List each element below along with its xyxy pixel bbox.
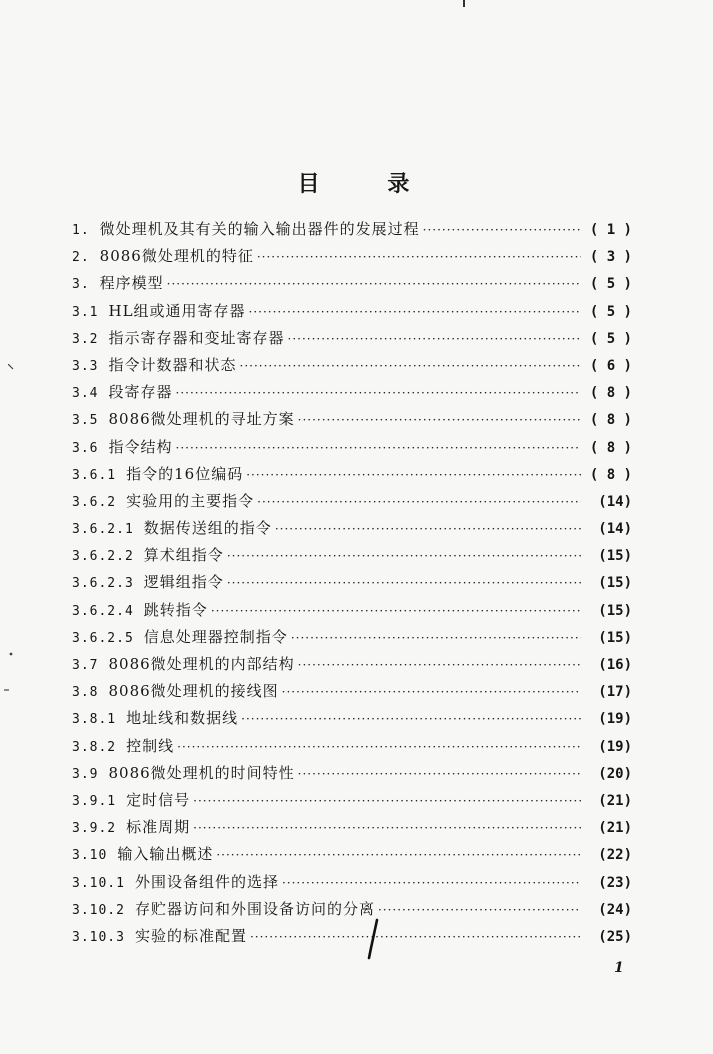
toc-entry <box>72 762 632 789</box>
toc-entry-page: ( 5 ) <box>589 330 632 347</box>
toc-leader-dots <box>176 386 582 400</box>
toc-entry-number: 3.9 <box>72 766 99 782</box>
toc-entry-page: ( 5 ) <box>589 276 632 293</box>
toc-leader-dots <box>282 685 581 699</box>
toc-entry-title: 段寄存器 <box>108 383 173 402</box>
toc-entry <box>72 544 632 571</box>
toc-entry-number: 3.1 <box>72 304 99 320</box>
toc-leader-dots <box>227 576 581 590</box>
toc-leader-dots <box>249 305 581 319</box>
toc-entry-title: 控制线 <box>126 736 175 755</box>
toc-entry-page: (15) <box>598 629 632 646</box>
toc-entry-title: 程序模型 <box>99 274 164 293</box>
toc-leader-dots <box>291 631 581 645</box>
toc-entry-title: 微处理机及其有关的输入输出器件的发展过程 <box>99 220 420 238</box>
toc-entry-title: 指令的16位编码 <box>126 464 244 483</box>
toc-entry-number: 3.10.2 <box>72 902 125 918</box>
toc-entry-page: (15) <box>598 575 632 592</box>
toc-entry <box>72 735 632 762</box>
toc-entry-page: ( 8 ) <box>589 385 632 402</box>
toc-entry-page: (21) <box>598 820 632 837</box>
toc-leader-dots <box>423 223 581 237</box>
toc-entry-title: 输入输出概述 <box>117 845 214 864</box>
toc-leader-dots <box>167 277 581 291</box>
toc-entry-number: 3.10.3 <box>72 929 125 945</box>
toc-entry <box>72 517 632 544</box>
toc-entry <box>72 925 632 952</box>
toc-entry-title: 定时信号 <box>126 790 191 809</box>
toc-entry-page: (23) <box>598 874 632 891</box>
toc-entry <box>72 789 632 816</box>
toc-entry-number: 3.8.2 <box>72 739 117 755</box>
toc-entry-title: 算术组指令 <box>143 546 224 565</box>
toc-leader-dots <box>257 250 581 264</box>
toc-entry-page: ( 1 ) <box>589 222 632 238</box>
toc-leader-dots <box>298 413 581 427</box>
scan-speck-left-1 <box>8 364 14 370</box>
scan-speck-left-3 <box>4 688 10 692</box>
toc-entry-title: 指示寄存器和变址寄存器 <box>108 328 285 347</box>
toc-entry-page: (14) <box>598 493 632 510</box>
toc-entry-page: ( 8 ) <box>589 439 632 456</box>
toc-entry-page: ( 8 ) <box>589 466 632 483</box>
toc-leader-dots <box>257 495 581 509</box>
toc-entry-number: 3.6.2.1 <box>72 522 134 538</box>
toc-entry-page: ( 8 ) <box>589 412 632 429</box>
toc-leader-dots <box>298 658 581 672</box>
toc-leader-dots <box>378 903 581 917</box>
toc-entry-title: 指令结构 <box>108 437 173 456</box>
toc-entry-title: 指令计数器和状态 <box>108 355 237 374</box>
toc-entry-title: 标准周期 <box>126 818 191 837</box>
toc-entry <box>72 490 632 517</box>
toc-leader-dots <box>275 522 581 536</box>
toc-entry-number: 3.6.2 <box>72 494 117 510</box>
toc-entry <box>72 218 632 245</box>
table-of-contents <box>72 218 632 952</box>
page-number: 1 <box>614 960 624 976</box>
toc-entry-title: 逻辑组指令 <box>143 573 224 592</box>
toc-entry-title: HL组或通用寄存器 <box>108 301 246 320</box>
toc-entry-number: 3.6.2.4 <box>72 603 134 619</box>
toc-entry-number: 3.2 <box>72 331 99 347</box>
toc-entry-page: (22) <box>598 847 632 864</box>
toc-entry-page: (21) <box>598 792 632 809</box>
toc-entry-page: (19) <box>598 711 632 728</box>
toc-entry-title: 数据传送组的指令 <box>143 519 272 538</box>
toc-entry-number: 2. <box>72 250 90 266</box>
toc-leader-dots <box>282 876 581 890</box>
toc-entry-title: 实验的标准配置 <box>134 926 247 945</box>
toc-entry-number: 3.10 <box>72 848 108 864</box>
toc-leader-dots <box>177 740 581 754</box>
toc-leader-dots <box>298 767 581 781</box>
toc-entry <box>72 571 632 598</box>
toc-entry <box>72 408 632 435</box>
toc-entry-number: 3.3 <box>72 358 99 374</box>
toc-entry-number: 3.6.2.5 <box>72 630 134 646</box>
toc-entry-number: 1. <box>72 223 90 238</box>
scan-speck-top <box>462 0 466 8</box>
scan-speck-left-2 <box>9 652 13 656</box>
toc-entry-title: 实验用的主要指令 <box>126 491 255 510</box>
toc-entry-number: 3. <box>72 277 90 293</box>
toc-leader-dots <box>241 712 581 726</box>
toc-leader-dots <box>227 549 581 563</box>
toc-entry-page: ( 5 ) <box>589 303 632 320</box>
toc-entry <box>72 272 632 299</box>
toc-entry-number: 3.8.1 <box>72 712 117 728</box>
toc-entry-title: 8086微处理机的内部结构 <box>108 655 295 673</box>
toc-entry <box>72 871 632 898</box>
toc-leader-dots <box>176 441 582 455</box>
toc-entry-number: 3.6.2.3 <box>72 576 134 592</box>
toc-entry-title: 8086微处理机的寻址方案 <box>108 410 295 429</box>
toc-entry-title: 外围设备组件的选择 <box>134 872 279 891</box>
toc-entry <box>72 354 632 381</box>
toc-entry-number: 3.7 <box>72 658 99 673</box>
toc-entry-page: ( 6 ) <box>589 357 632 374</box>
toc-entry <box>72 626 632 653</box>
toc-entry-page: (14) <box>598 521 632 538</box>
toc-entry-page: (24) <box>598 901 632 918</box>
toc-entry-title: 8086微处理机的时间特性 <box>108 763 295 782</box>
toc-leader-dots <box>211 604 581 618</box>
toc-entry-number: 3.6 <box>72 440 99 456</box>
toc-entry-number: 3.8 <box>72 685 99 701</box>
toc-entry <box>72 300 632 327</box>
toc-leader-dots <box>250 930 581 944</box>
page-title: 目 录 <box>297 171 440 197</box>
toc-leader-dots <box>193 821 581 835</box>
toc-leader-dots <box>288 332 582 346</box>
toc-entry-number: 3.10.1 <box>72 875 125 891</box>
toc-entry-title: 8086微处理机的接线图 <box>108 682 279 701</box>
toc-entry <box>72 245 632 272</box>
toc-entry-title: 8086微处理机的特征 <box>99 247 254 266</box>
toc-entry-page: (16) <box>598 657 632 673</box>
toc-entry-page: (17) <box>598 684 632 701</box>
toc-entry <box>72 653 632 680</box>
toc-entry-title: 信息处理器控制指令 <box>143 627 288 646</box>
toc-entry <box>72 680 632 707</box>
toc-entry-number: 3.5 <box>72 413 99 429</box>
toc-entry <box>72 816 632 843</box>
toc-entry-page: (15) <box>598 548 632 565</box>
toc-leader-dots <box>193 794 581 808</box>
toc-entry-page: (25) <box>598 928 632 945</box>
toc-entry <box>72 327 632 354</box>
toc-leader-dots <box>240 359 582 373</box>
toc-entry-number: 3.9.1 <box>72 793 117 809</box>
toc-entry <box>72 707 632 734</box>
toc-entry-page: ( 3 ) <box>589 249 632 266</box>
toc-entry <box>72 898 632 925</box>
toc-entry-page: (15) <box>598 602 632 619</box>
toc-entry-title: 存贮器访问和外围设备访问的分离 <box>134 899 375 918</box>
toc-entry <box>72 381 632 408</box>
toc-entry-title: 跳转指令 <box>143 600 208 619</box>
toc-entry-page: (20) <box>598 765 632 782</box>
toc-entry <box>72 843 632 870</box>
toc-entry-page: (19) <box>598 738 632 755</box>
toc-entry-number: 3.9.2 <box>72 821 117 837</box>
toc-entry-number: 3.6.1 <box>72 467 117 483</box>
toc-entry-number: 3.6.2.2 <box>72 549 134 565</box>
toc-entry <box>72 599 632 626</box>
toc-entry-title: 地址线和数据线 <box>126 709 239 728</box>
toc-entry <box>72 463 632 490</box>
toc-entry-number: 3.4 <box>72 386 99 402</box>
toc-entry <box>72 436 632 463</box>
toc-leader-dots <box>216 848 581 862</box>
pen-stroke-mark <box>366 918 380 960</box>
toc-leader-dots <box>246 468 581 482</box>
